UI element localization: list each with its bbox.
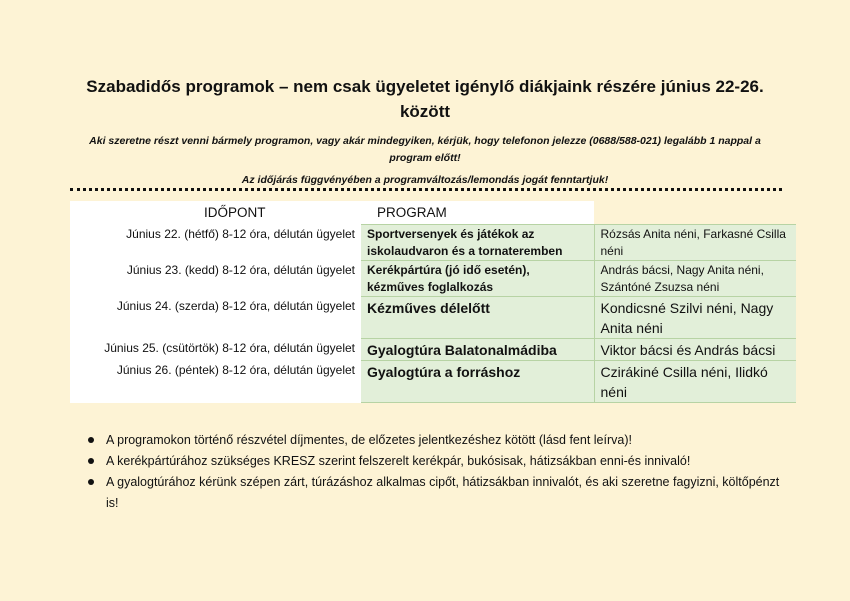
- bullet-icon: [88, 479, 94, 485]
- bullet-icon: [88, 437, 94, 443]
- row-staff: András bácsi, Nagy Anita néni, Szántóné Zsuzsa néni: [594, 261, 796, 297]
- dotted-divider: [70, 188, 782, 191]
- list-item: [88, 430, 788, 451]
- row-staff: Rózsás Anita néni, Farkasné Csilla néni: [594, 225, 796, 261]
- list-item: [88, 451, 788, 472]
- row-time: Június 25. (csütörtök) 8-12 óra, délután ügyelet: [70, 339, 361, 361]
- row-program: Gyalogtúra a forráshoz: [361, 361, 594, 403]
- table-header-row: [70, 201, 796, 225]
- list-item-text: A kerékpártúrához szükséges KRESZ szerint felszerelt kerékpár, bukósisak, hátizsákban enni-és innivaló!: [106, 454, 691, 468]
- bullet-icon: [88, 458, 94, 464]
- info-list: [88, 430, 788, 514]
- header-time: IDŐPONT: [70, 201, 361, 225]
- row-staff: Czirákiné Csilla néni, Ilidkó néni: [594, 361, 796, 403]
- row-time: Június 23. (kedd) 8-12 óra, délután ügyelet: [70, 261, 361, 297]
- row-staff: Kondicsné Szilvi néni, Nagy Anita néni: [594, 297, 796, 339]
- row-program: Sportversenyek és játékok az iskolaudvaron és a tornateremben: [361, 225, 594, 261]
- row-time: Június 26. (péntek) 8-12 óra, délután ügyelet: [70, 361, 361, 403]
- header-program: PROGRAM: [361, 201, 594, 225]
- schedule-table: [70, 201, 796, 403]
- list-item-text: A gyalogtúrához kérünk szépen zárt, túrázáshoz alkalmas cipőt, hátizsákban innivalót, és aki szeretne fagyizni, költőpénzt is!: [106, 475, 780, 510]
- table-row: [70, 361, 796, 403]
- row-program: Kerékpártúra (jó idő esetén), kézműves foglalkozás: [361, 261, 594, 297]
- list-item: [88, 472, 788, 514]
- row-program: Kézműves délelőtt: [361, 297, 594, 339]
- table-row: [70, 225, 796, 261]
- row-time: Június 24. (szerda) 8-12 óra, délután ügyelet: [70, 297, 361, 339]
- list-item-text: A programokon történő részvétel díjmentes, de előzetes jelentkezéshez kötött (lásd fent leírva)!: [106, 433, 632, 447]
- signup-notice: Aki szeretne részt venni bármely programon, vagy akár mindegyiken, kérjük, hogy telefonon jelezze (0688/588-021) legalább 1 nappal a program előtt!: [89, 135, 761, 164]
- weather-note: Az időjárás függvényében a programváltozás/lemondás jogát fenntartjuk!: [241, 174, 609, 186]
- row-time: Június 22. (hétfő) 8-12 óra, délután ügyelet: [70, 225, 361, 261]
- page-title: Szabadidős programok – nem csak ügyeletet igénylő diákjaink részére június 22-26. között: [86, 77, 764, 121]
- row-program: Gyalogtúra Balatonalmádiba: [361, 339, 594, 361]
- table-row: [70, 261, 796, 297]
- header-blank: [594, 201, 796, 225]
- table-row: [70, 339, 796, 361]
- table-row: [70, 297, 796, 339]
- row-staff: Viktor bácsi és András bácsi: [594, 339, 796, 361]
